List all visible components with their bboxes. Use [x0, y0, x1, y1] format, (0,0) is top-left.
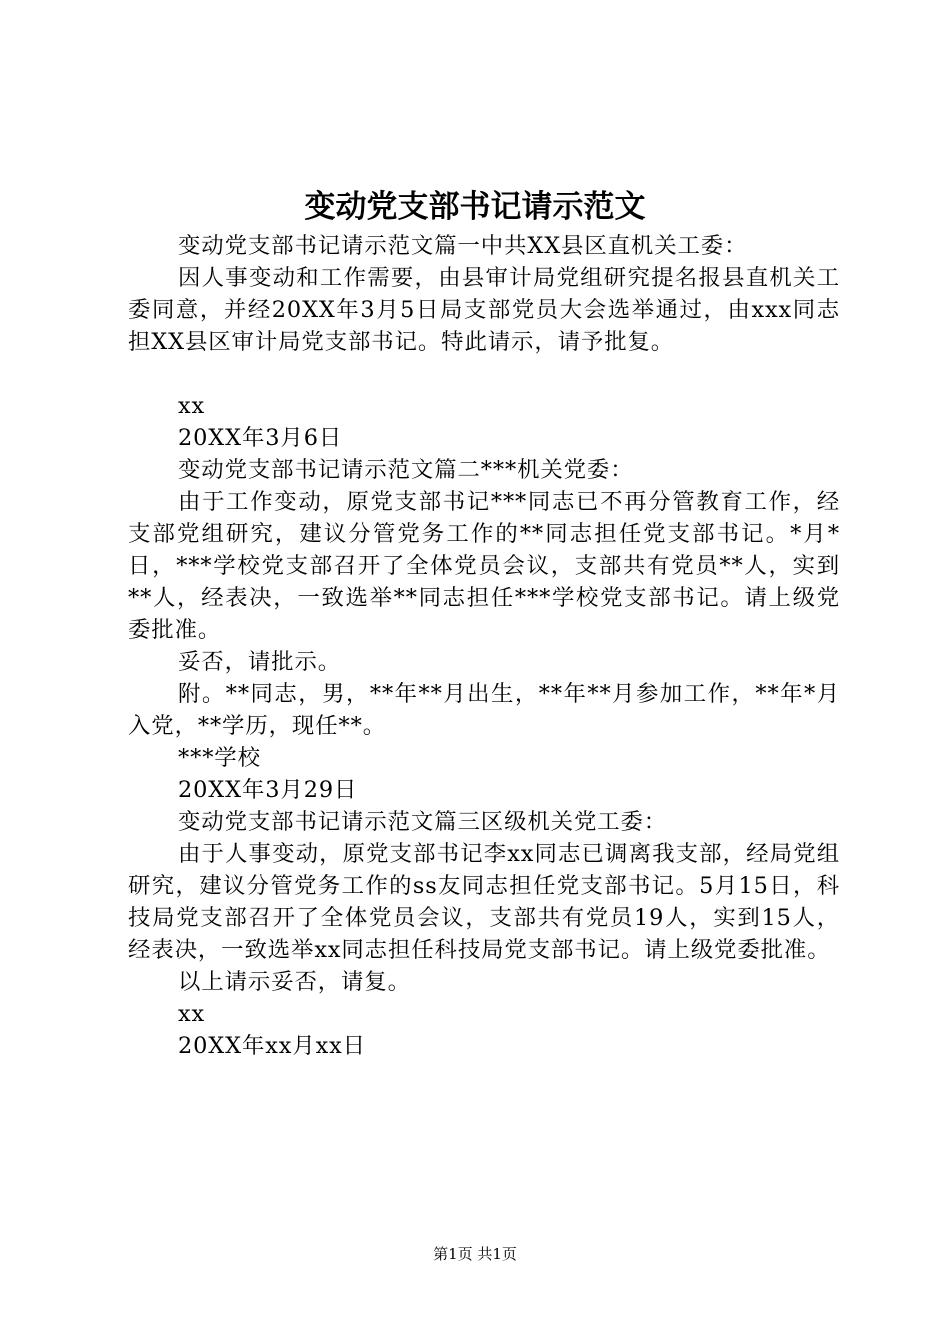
section-two-body: 由于工作变动，原党支部书记***同志已不再分管教育工作，经支部党组研究，建议分管党务工作的**同志担任党支部书记。*月*日，***学校党支部召开了全体党员会议，支部共有党员**人，实到**人，经表决，一致选举**同志担任***学校党支部书记。请上级党委批准。: [128, 489, 840, 643]
section-two-date: 20XX年3月29日: [178, 777, 358, 803]
section-two-closing: 妥否，请批示。: [178, 649, 342, 675]
section-one: [128, 230, 840, 454]
section-two-heading: 变动党支部书记请示范文篇二***机关党委：: [178, 457, 634, 483]
section-two-signature: ***学校: [178, 745, 261, 771]
section-three-date: 20XX年xx月xx日: [178, 1033, 366, 1059]
blank-line: [128, 358, 840, 390]
document-body: [128, 230, 840, 1062]
section-three-heading: 变动党支部书记请示范文篇三区级机关党工委：: [178, 809, 668, 835]
section-one-heading: 变动党支部书记请示范文篇一中共XX县区直机关工委：: [178, 233, 748, 259]
section-three-body: 由于人事变动，原党支部书记李xx同志已调离我支部，经局党组研究，建议分管党务工作的ss友同志担任党支部书记。5月15日，科技局党支部召开了全体党员会议，支部共有党员19人，实到15人，经表决，一致选举xx同志担任科技局党支部书记。请上级党委批准。: [128, 841, 840, 963]
section-three-closing: 以上请示妥否，请复。: [178, 969, 411, 995]
section-one-signature: xx: [178, 393, 206, 419]
section-two-appendix: 附。**同志，男，**年**月出生，**年**月参加工作，**年*月入党，**学历，现任**。: [128, 681, 840, 739]
section-one-body: 因人事变动和工作需要，由县审计局党组研究提名报县直机关工委同意，并经20XX年3月5日局支部党员大会选举通过，由xxx同志担XX县区审计局党支部书记。特此请示，请予批复。: [128, 265, 840, 355]
section-three-signature: xx: [178, 1001, 206, 1027]
section-three: [128, 806, 840, 1062]
page-title: 变动党支部书记请示范文: [304, 189, 646, 225]
section-one-date: 20XX年3月6日: [178, 425, 343, 451]
page-number-footer: 第1页 共1页: [433, 1245, 517, 1263]
section-two: [128, 454, 840, 806]
